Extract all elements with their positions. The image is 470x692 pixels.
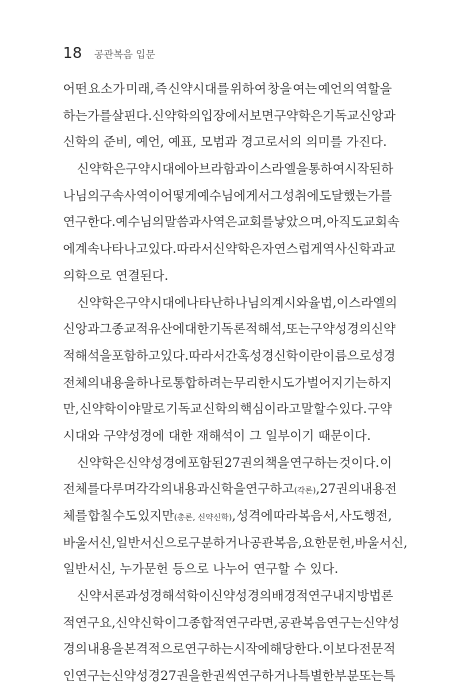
word: 위하여 bbox=[229, 81, 267, 96]
word: 일반서신, bbox=[63, 561, 116, 577]
word: 27권의 bbox=[224, 454, 265, 470]
word: 아직도 bbox=[326, 214, 364, 230]
word: 보면 bbox=[249, 107, 274, 123]
word: 에 bbox=[63, 241, 76, 257]
word: 사역은 bbox=[200, 214, 238, 230]
text-line bbox=[63, 129, 392, 156]
word: 있다. bbox=[148, 241, 177, 257]
word: 연구는 bbox=[75, 668, 112, 684]
word: 계시와 bbox=[271, 294, 309, 310]
paragraph bbox=[63, 76, 396, 156]
text-line bbox=[63, 663, 396, 690]
word: 적 bbox=[63, 614, 76, 630]
word: 신약시대를 bbox=[168, 81, 229, 96]
word: 무리한 bbox=[233, 374, 271, 390]
word: 창을 bbox=[267, 81, 292, 96]
word: 성격에 bbox=[236, 508, 273, 523]
word: 신학의 bbox=[202, 401, 240, 417]
word: 또는 bbox=[358, 668, 384, 684]
word: 연구하는 bbox=[184, 641, 234, 657]
word: 구약시대에 bbox=[125, 161, 187, 177]
word: 성취에 bbox=[282, 187, 319, 203]
word: 기독론적 bbox=[209, 321, 258, 337]
word: 신약 bbox=[371, 321, 396, 337]
word: 연구라면, bbox=[225, 614, 278, 630]
word: 사도행전, bbox=[339, 508, 392, 523]
word: 그 bbox=[99, 321, 112, 337]
word: 연구할 bbox=[253, 561, 290, 577]
word: 전문적 bbox=[359, 641, 396, 657]
word: 모범과 bbox=[200, 134, 238, 150]
word: 경의 bbox=[63, 641, 88, 657]
word: 수 bbox=[293, 561, 307, 577]
word: 요소가 bbox=[88, 81, 125, 96]
text-line bbox=[63, 343, 396, 370]
word: 인 bbox=[63, 668, 76, 684]
word: 방법론 bbox=[356, 588, 394, 604]
text-line bbox=[63, 156, 392, 183]
word: 적 bbox=[63, 347, 76, 363]
word: 공관복음 bbox=[277, 614, 327, 630]
word: 수 bbox=[326, 401, 339, 417]
word: 본격적으로 bbox=[123, 641, 185, 657]
word: 연구요, bbox=[75, 614, 116, 630]
word: 책을 bbox=[265, 454, 290, 470]
word: 신약학이야 bbox=[79, 401, 141, 417]
word: 권씩 bbox=[212, 668, 238, 684]
word: 시대와 bbox=[63, 427, 100, 443]
word: 계속 bbox=[75, 241, 100, 257]
word: 복음서, bbox=[298, 508, 339, 523]
text-line bbox=[63, 103, 396, 130]
word: 의미를 bbox=[305, 134, 343, 150]
word: 말로 bbox=[141, 401, 166, 417]
word: 나누어 bbox=[212, 561, 250, 577]
word: 신약학은 bbox=[77, 294, 126, 310]
word: 속 bbox=[387, 214, 400, 230]
body-text bbox=[63, 76, 408, 690]
word: 의학으로 bbox=[63, 267, 112, 283]
word: 요한문헌, bbox=[302, 534, 355, 550]
word: 각각의 bbox=[136, 481, 173, 497]
word: 연구 bbox=[308, 588, 333, 604]
word: 재해석이 bbox=[196, 427, 246, 443]
word: 나타나고 bbox=[99, 241, 149, 257]
word: 신약서론과 bbox=[77, 588, 138, 604]
word: 한 bbox=[200, 668, 213, 684]
word: 예표, bbox=[168, 134, 197, 150]
word: 포함된 bbox=[187, 454, 224, 470]
paragraph bbox=[63, 583, 400, 690]
text-line bbox=[63, 636, 396, 663]
word: 신앙과 bbox=[63, 321, 100, 337]
word: 교회를 bbox=[237, 214, 274, 230]
word: 기독교 bbox=[322, 107, 360, 123]
word: 이스라엘의 bbox=[336, 294, 398, 310]
word: 신약성 bbox=[363, 614, 400, 630]
word: 미래, bbox=[125, 81, 155, 96]
inline-note: (총론, 신약신학) bbox=[174, 513, 232, 522]
word: 이스라엘을 bbox=[247, 161, 309, 177]
text-line bbox=[63, 76, 392, 103]
word: 간혹 bbox=[225, 347, 250, 363]
word: 만, bbox=[63, 401, 80, 417]
text-line bbox=[63, 530, 408, 557]
word: 하나로 bbox=[136, 374, 173, 390]
text-line bbox=[63, 503, 392, 530]
word: 도달했는가를 bbox=[318, 187, 392, 203]
word: 그 bbox=[176, 614, 189, 630]
word: 자연스럽게 bbox=[261, 241, 323, 257]
running-title: 공관복음 입문 bbox=[94, 50, 156, 61]
word: 해석, bbox=[257, 321, 287, 337]
text-line bbox=[63, 290, 398, 317]
word: 경고로서의 bbox=[241, 134, 302, 150]
word: 배경적 bbox=[271, 588, 309, 604]
word: 가진다. bbox=[346, 134, 387, 150]
word: 신앙과 bbox=[359, 107, 396, 123]
word: 있다. bbox=[338, 401, 368, 417]
word: 이보다 bbox=[322, 641, 360, 657]
word: 기독교 bbox=[165, 401, 203, 417]
word: 연구하는 bbox=[289, 454, 339, 470]
text-line bbox=[63, 316, 396, 343]
word: 대한 bbox=[184, 321, 210, 337]
page-header bbox=[63, 44, 155, 64]
word: 전체를 bbox=[63, 481, 100, 497]
text-line bbox=[63, 423, 392, 450]
word: 율법, bbox=[308, 294, 337, 310]
word: 특별한 bbox=[298, 668, 335, 684]
word: 낳았으며, bbox=[273, 214, 327, 230]
word: 말할 bbox=[301, 401, 326, 417]
word: 구약성경의 bbox=[310, 321, 372, 337]
word: 해석을 bbox=[75, 347, 112, 363]
word: 어떤 bbox=[63, 81, 88, 96]
word: 구속사역이 bbox=[99, 187, 161, 203]
word: 바울서신, bbox=[354, 534, 408, 550]
word: 여는 bbox=[292, 81, 318, 96]
word: 등으로 bbox=[172, 561, 209, 577]
word: 시작에 bbox=[233, 641, 270, 657]
word: 연구한다. bbox=[63, 214, 116, 230]
word: 부분 bbox=[334, 668, 359, 684]
word: 신학을 bbox=[209, 481, 246, 497]
word: 공관복음, bbox=[249, 534, 303, 550]
word: 해당한다. bbox=[269, 641, 323, 657]
word: 종교적 bbox=[111, 321, 149, 337]
word: 누가문헌 bbox=[119, 561, 169, 577]
word-with-note: 연구하고(각론), bbox=[245, 481, 320, 497]
text-line bbox=[63, 610, 400, 637]
word: 하 bbox=[381, 161, 394, 177]
word: 구분하거나 bbox=[188, 534, 250, 550]
text-line bbox=[63, 583, 392, 610]
word: 통합하려는 bbox=[172, 374, 234, 390]
text-line bbox=[63, 450, 392, 477]
word: 합칠 bbox=[87, 508, 113, 523]
paragraph bbox=[63, 156, 400, 289]
inline-note: (각론) bbox=[294, 486, 316, 496]
word: 교회 bbox=[363, 214, 388, 230]
word: 따라서 bbox=[188, 347, 226, 363]
word: 신약성경 bbox=[111, 668, 161, 684]
word: 즉 bbox=[155, 81, 168, 96]
word: 바울서신, bbox=[63, 534, 116, 550]
text-line bbox=[63, 370, 392, 397]
word: 이 bbox=[379, 454, 392, 470]
word: 전 bbox=[384, 481, 397, 497]
word: 통하여 bbox=[308, 161, 345, 177]
word: 유산에 bbox=[148, 321, 185, 337]
word: 예수님에게서 bbox=[197, 187, 271, 203]
word: 내용을 bbox=[99, 374, 137, 390]
word-with-note: 있지만(총론, 신약신학), bbox=[137, 508, 236, 523]
word: 역사신학과 bbox=[322, 241, 384, 257]
word: 하나님의 bbox=[223, 294, 272, 310]
word: 예수님의 bbox=[115, 214, 165, 230]
word: 하는가를 bbox=[63, 107, 112, 123]
paragraph bbox=[63, 450, 408, 583]
text-line bbox=[63, 263, 392, 290]
word: 말씀과 bbox=[164, 214, 201, 230]
word: 구약 bbox=[367, 401, 392, 417]
word: 아브라함과 bbox=[186, 161, 248, 177]
word: 나타난 bbox=[186, 294, 223, 310]
word: 체를 bbox=[63, 508, 88, 523]
word: 종합적 bbox=[188, 614, 226, 630]
paragraph bbox=[63, 290, 398, 450]
word: 살핀다. bbox=[111, 107, 153, 123]
word: 일반서신으로 bbox=[115, 534, 189, 550]
word: 이름으로 bbox=[322, 347, 372, 363]
word: 시작된 bbox=[344, 161, 382, 177]
word: 예언, bbox=[135, 134, 165, 150]
word: 하지 bbox=[367, 374, 392, 390]
word: 신학의 bbox=[63, 134, 100, 150]
word: 성경신학이란 bbox=[249, 347, 323, 363]
word: 연구는 bbox=[326, 614, 364, 630]
word: 신약학은 bbox=[213, 241, 262, 257]
word: 일부이기 bbox=[265, 427, 315, 443]
word: 구약시대에 bbox=[125, 294, 187, 310]
word: 때문이다. bbox=[318, 427, 371, 443]
word: 성경해석학이 bbox=[137, 588, 211, 604]
word: 신약학은 bbox=[77, 161, 126, 177]
word: 역할을 bbox=[355, 81, 392, 96]
word: 신약성경의 bbox=[210, 588, 272, 604]
word: 내용을 bbox=[87, 641, 124, 657]
text-line bbox=[63, 209, 400, 236]
word: 그 bbox=[270, 187, 283, 203]
page-number: 18 bbox=[63, 44, 83, 62]
word: 대한 bbox=[168, 427, 193, 443]
word: 것이다. bbox=[338, 454, 380, 470]
word: 구약성경에 bbox=[103, 427, 165, 443]
word: 준비, bbox=[103, 134, 132, 150]
word: 예언의 bbox=[318, 81, 355, 96]
word: 교 bbox=[383, 241, 396, 257]
word: 특 bbox=[383, 668, 396, 684]
word: 27권을 bbox=[160, 668, 201, 684]
word: 내지 bbox=[332, 588, 357, 604]
word: 신약신학이 bbox=[115, 614, 177, 630]
word: 또는 bbox=[286, 321, 311, 337]
word: 다루며 bbox=[99, 481, 136, 497]
text-line bbox=[63, 556, 392, 583]
word: 27권의 bbox=[319, 481, 361, 497]
text-line bbox=[63, 236, 396, 263]
word: 있다. bbox=[310, 561, 339, 577]
word: 입장에서 bbox=[200, 107, 250, 123]
word: 연구하거나 bbox=[237, 668, 299, 684]
text-line bbox=[63, 396, 392, 423]
word: 수도 bbox=[112, 508, 138, 523]
word: 내용과 bbox=[172, 481, 209, 497]
word: 전체의 bbox=[63, 374, 100, 390]
word: 연결된다. bbox=[115, 267, 169, 283]
word: 포함하고 bbox=[111, 347, 161, 363]
word: 따라 bbox=[273, 508, 298, 523]
word: 어떻게 bbox=[160, 187, 197, 203]
text-line bbox=[63, 476, 397, 503]
word: 있다. bbox=[160, 347, 189, 363]
word: 따라서 bbox=[176, 241, 214, 257]
word: 신약성경에 bbox=[126, 454, 187, 470]
text-line bbox=[63, 183, 392, 210]
word: 핵심이라고 bbox=[239, 401, 301, 417]
word: 구약학은 bbox=[273, 107, 323, 123]
word: 신약학의 bbox=[152, 107, 201, 123]
word: 나님의 bbox=[63, 187, 100, 203]
word: 그 bbox=[249, 427, 262, 443]
word: 시도가 bbox=[270, 374, 307, 390]
word: 내용 bbox=[360, 481, 385, 497]
word: 신약학은 bbox=[77, 454, 126, 470]
word: 성경 bbox=[371, 347, 396, 363]
word: 벌어지기는 bbox=[306, 374, 368, 390]
